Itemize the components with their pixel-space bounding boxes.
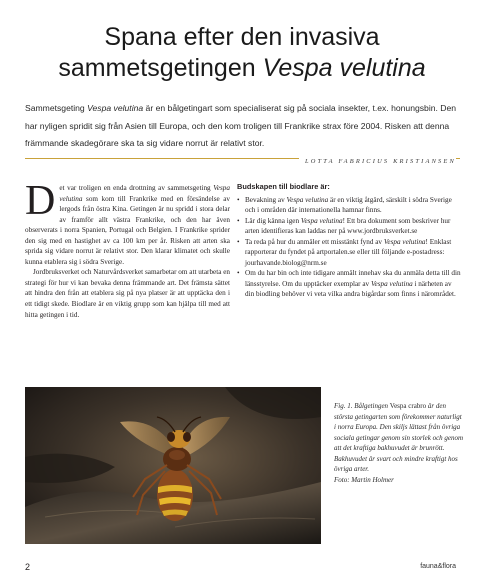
message-text: ! Enklast rapporterar du fyndet på artportalen.se eller till följande e-postadress: jourhavande.biolog@nrm.se	[245, 237, 452, 267]
magazine-brand: fauna&flora	[420, 563, 456, 570]
photo-caption	[334, 401, 464, 485]
article-title	[0, 22, 484, 84]
caption-part-b: är den största getingarten som förekommer naturligt i norra Europa. Den skiljs lättast från övriga sociala getingar genom sin storlek och genom att det kraftiga bakhuvudet är brunrött. Bakhuvudet är svart och mindre kraftigt hos övriga arter.	[334, 402, 464, 473]
hornet-photo	[25, 387, 321, 544]
hornet-photo-illustration	[25, 387, 321, 544]
body-paragraph-1	[25, 178, 230, 267]
ingress-part-b: är en bålgetingart som specialiserat sig på sociala insekter, t.ex. honungsbin. Den har nyligen spridit sig från Asien till Europa, och den kom troligen till Frankrike strax före 2004. Risken att denna främmande skadegörare ska ta sig vidare norrut är relativt stor.	[25, 103, 457, 148]
body-column-left	[25, 178, 230, 320]
title-species: Vespa velutina	[262, 54, 426, 82]
p1-species: Vespa velutina	[59, 184, 230, 203]
message-item	[237, 216, 461, 237]
box-heading: Budskapen till biodlare är:	[237, 182, 330, 191]
message-text: är en viktig åtgärd, särskilt i södra Sverige och i områden där internationella hamnar finns.	[245, 195, 452, 215]
message-item	[237, 237, 461, 269]
beekeeper-message-box	[237, 182, 461, 300]
message-text: Bevakning av	[245, 195, 287, 204]
message-list	[237, 195, 461, 300]
ingress-species: Vespa velutina	[87, 103, 144, 113]
message-text: ! Ett bra dokument som beskriver hur arten identifieras kan laddas ner på www.jordbruksverket.se	[245, 216, 451, 236]
page-number: 2	[25, 562, 31, 572]
message-text: i närheten av din biodling behöver vi veta vilka andra bigårdar som finns i närområdet.	[245, 279, 456, 299]
message-item	[237, 195, 461, 216]
p1-part-b: som kom till Frankrike med en försändelse av lergods från östra Kina. Getingen är nu spridd i stora delar av framför allt västra Frankrike, och den har även observerats i norra Spanien, Portugal och Belgien. I Frankrike sprider den sig med en hastighet av ca 100 km per år. Risken att arten ska sprida sig vidare norrut är relativt stor. Den klarar klimatet och skulle kunna etablera sig i södra Sverige.	[25, 194, 230, 266]
article-ingress	[25, 100, 465, 153]
p1-part-a: et var troligen en enda drottning av sammetsgeting	[59, 184, 214, 192]
message-text: Ta reda på hur du anmäler ett misstänkt fynd av	[245, 237, 384, 246]
drop-cap: D	[25, 178, 56, 224]
ingress-part-a: Sammetsgeting	[25, 103, 88, 113]
title-line-2: sammetsgetingen	[58, 54, 263, 82]
byline: LOTTA FABRICIUS KRISTIANSEN	[299, 157, 456, 167]
photo-credit: Foto: Martin Holmer	[334, 475, 394, 484]
message-species: Vespa velutina	[286, 195, 329, 204]
message-text: Lär dig känna igen	[245, 216, 301, 225]
caption-species: Vespa crabro	[389, 402, 427, 410]
message-species: Vespa velutina	[370, 279, 413, 288]
body-paragraph-2: Jordbruksverket och Naturvårdsverket samarbetar om att utarbeta en strategi för hur vi kan bevaka denna främmande art. Det främsta sättet att hindra den från att etablera sig på nya platser är att upptäcka den i ett tidigt skede. Biodlare är en viktig grupp som kan hjälpa till med att hitta getingen i tid.	[25, 268, 230, 319]
message-item	[237, 268, 461, 300]
title-line-1: Spana efter den invasiva	[104, 23, 380, 51]
message-text: Om du har bin och inte tidigare anmält innehav ska du anmäla detta till din länsstyrelse. Om du upptäcker exemplar av	[245, 269, 461, 288]
message-species: Vespa velutina	[383, 237, 426, 246]
message-species: Vespa velutina	[300, 216, 343, 225]
caption-part-a: Fig. 1. Bålgetingen	[334, 402, 390, 410]
